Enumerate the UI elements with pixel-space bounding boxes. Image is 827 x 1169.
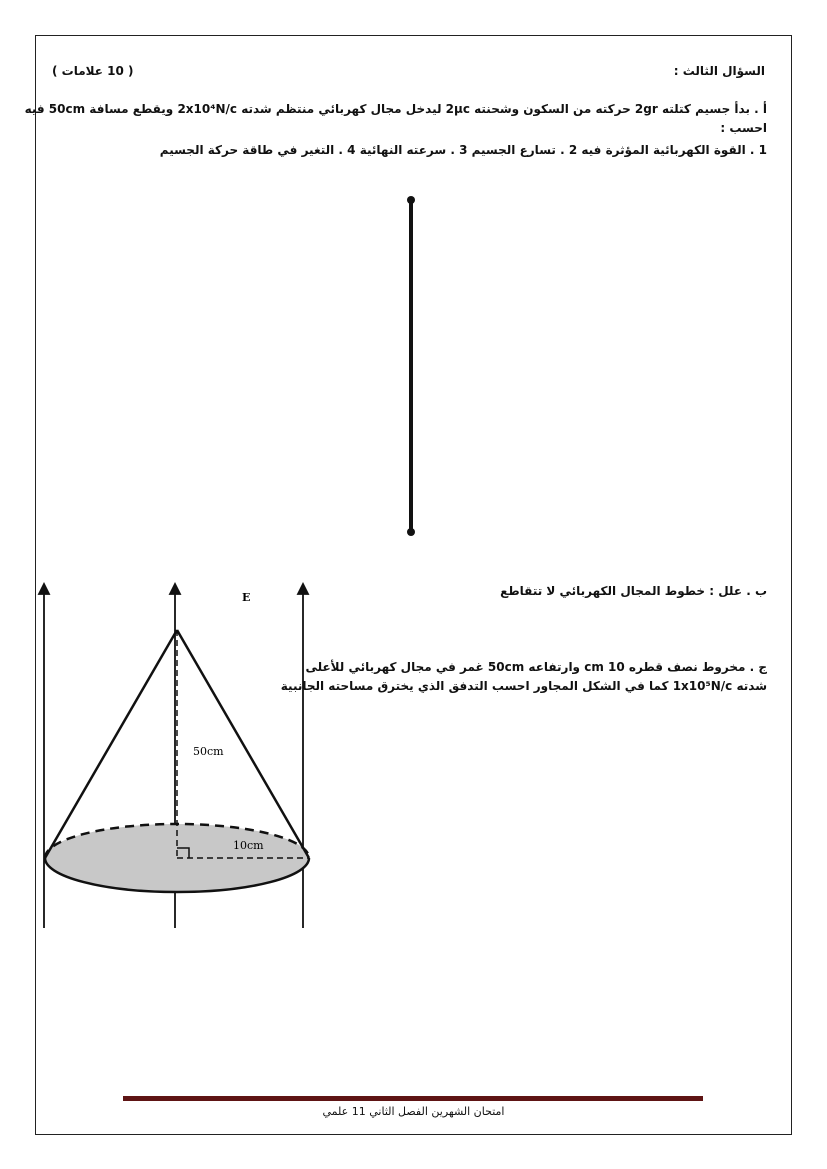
part-a-items: 1 . القوة الكهربائية المؤثرة فيه 2 . تسارع الجسيم 3 . سرعته النهائية 4 . التغير في طاقة حركة الجسيم [159,143,767,157]
part-a-text: أ . بدأ جسيم كتلته 2gr حركته من السكون وشحنته 2μc ليدخل مجال كهربائي منتظم شدته 2x10⁴N/c ويقطع مسافة 50cm فيه [24,102,767,116]
question-title: السؤال الثالث : [673,64,765,78]
height-label: 50cm [193,745,224,758]
part-b-text: ب . علل : خطوط المجال الكهربائي لا تتقاطع [500,584,767,598]
footer-divider [123,1096,703,1101]
marks-label: ( 10 علامات ) [52,64,134,78]
cone [45,630,309,892]
field-label: E [242,591,251,604]
radius-label: 10cm [233,839,264,852]
footer-text: امتحان الشهرين الفصل الثاني 11 علمي [322,1105,505,1118]
part-a-calc: احسب : [720,121,767,135]
part-c-line1: ج . مخروط نصف قطره 10 cm وارتفاعه 50cm غمر في مجال كهربائي للأعلى [305,660,767,674]
vertical-rod [407,196,415,536]
part-c-line2: شدته 1x10⁵N/c كما في الشكل المجاور احسب التدفق الذي يخترق مساحته الجانبية [280,679,767,693]
